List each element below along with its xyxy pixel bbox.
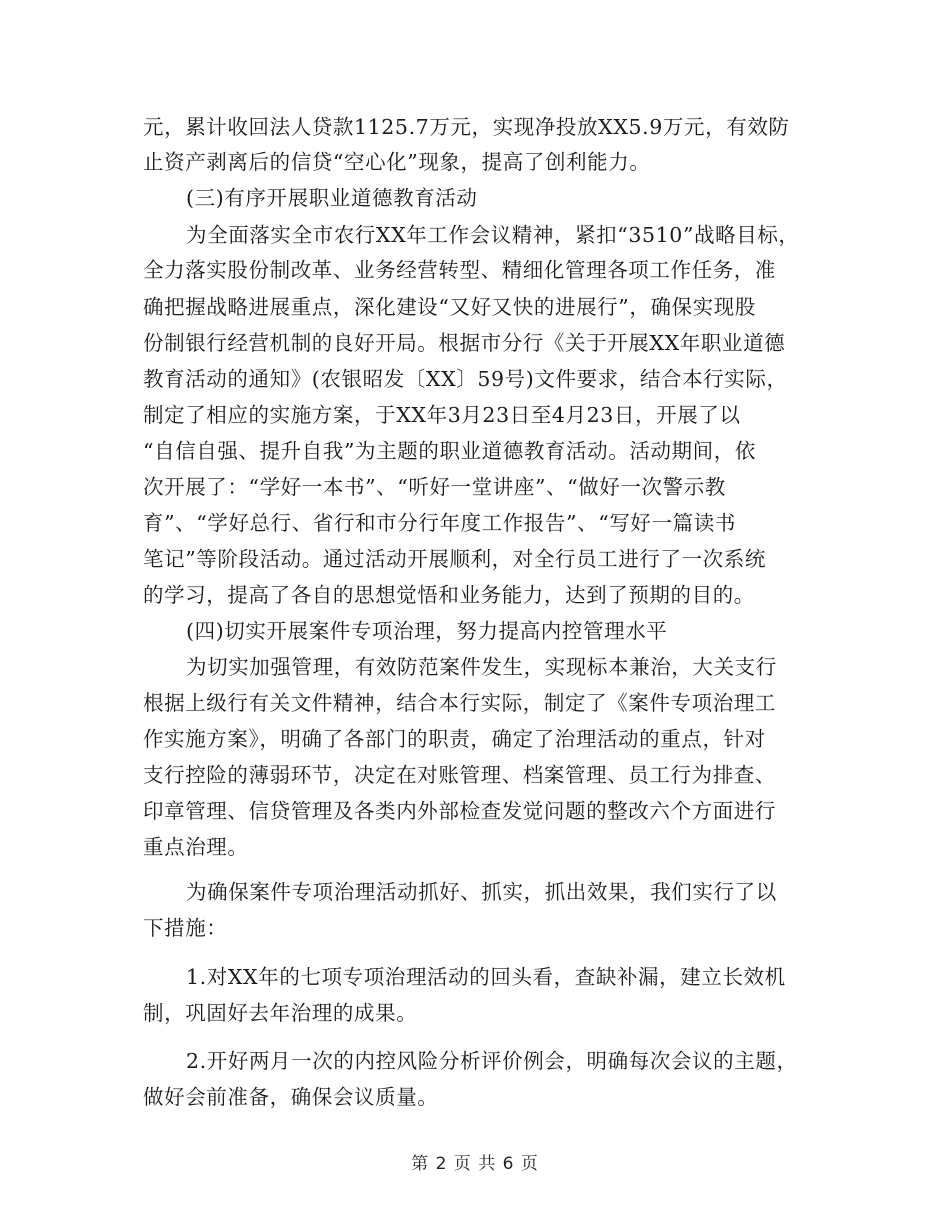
- text-line: 为全面落实全市农行XX年工作会议精神，紧扣“3510”战略目标，: [186, 223, 800, 247]
- text-line: 下措施：: [143, 916, 228, 940]
- text-line: 确把握战略进展重点，深化建设“又好又快的进展行”，确保实现股: [143, 295, 756, 319]
- text-line: 印章管理、信贷管理及各类内外部检查发觉问题的整改六个方面进行: [143, 799, 776, 823]
- text-line: 作实施方案》，明确了各部门的职责，确定了治理活动的重点，针对: [143, 727, 766, 751]
- page-footer: 第 2 页 共 6 页: [411, 1154, 539, 1174]
- section-heading-3: (三)有序开展职业道德教育活动: [186, 186, 478, 210]
- list-item-2: 2.开好两月一次的内控风险分析评价例会，明确每次会议的主题，: [186, 1049, 798, 1073]
- list-item-1: 1.对XX年的七项专项治理活动的回头看，查缺补漏，建立长效机: [186, 965, 786, 989]
- text-line: 元，累计收回法人贷款1125.7万元，实现净投放XX5.9万元，有效防: [143, 115, 790, 139]
- text-line: 次开展了：“学好一本书”、“听好一堂讲座”、“做好一次警示教: [143, 475, 726, 499]
- section-heading-4: (四)切实开展案件专项治理，努力提高内控管理水平: [186, 619, 668, 643]
- text-line: 为切实加强管理，有效防范案件发生，实现标本兼治，大关支行: [186, 655, 777, 679]
- text-line: 支行控险的薄弱环节，决定在对账管理、档案管理、员工行为排查、: [143, 763, 776, 787]
- text-line: “自信自强、提升自我”为主题的职业道德教育活动。活动期间，依: [143, 439, 756, 463]
- text-line: 止资产剥离后的信贷“空心化”现象，提高了创利能力。: [143, 150, 651, 174]
- text-line: 份制银行经营机制的良好开局。根据市分行《关于开展XX年职业道德: [143, 331, 786, 355]
- text-line: 做好会前准备，确保会议质量。: [143, 1085, 439, 1109]
- text-line: 为确保案件专项治理活动抓好、抓实，抓出效果，我们实行了以: [186, 880, 777, 904]
- text-line: 育”、“学好总行、省行和市分行年度工作报告”、“写好一篇读书: [143, 511, 736, 535]
- text-line: 笔记”等阶段活动。通过活动开展顺利，对全行员工进行了一次系统: [143, 547, 766, 571]
- text-line: 全力落实股份制改革、业务经营转型、精细化管理各项工作任务，准: [143, 258, 776, 282]
- text-line: 根据上级行有关文件精神，结合本行实际，制定了《案件专项治理工: [143, 691, 776, 715]
- text-line: 的学习，提高了各自的思想觉悟和业务能力，达到了预期的目的。: [143, 583, 755, 607]
- text-line: 教育活动的通知》(农银昭发〔XX〕59号)文件要求，结合本行实际，: [143, 367, 788, 391]
- text-line: 制，巩固好去年治理的成果。: [143, 1001, 418, 1025]
- text-line: 制定了相应的实施方案，于XX年3月23日至4月23日，开展了以: [143, 403, 741, 427]
- text-line: 重点治理。: [143, 835, 249, 859]
